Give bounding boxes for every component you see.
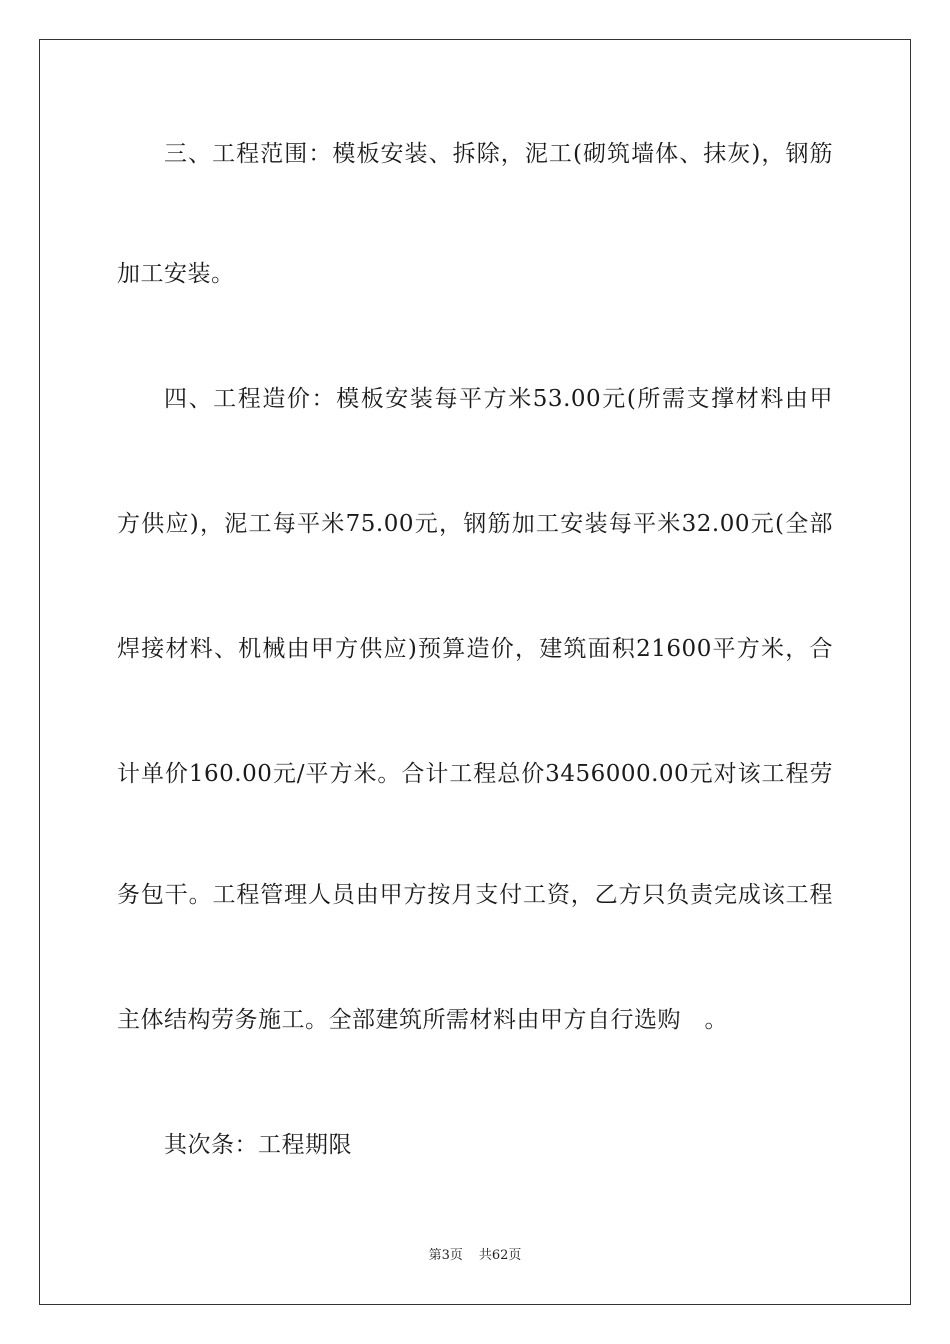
paragraph-line-cost-3: 焊接材料、机械由甲方供应)预算造价，建筑面积21600平方米，合: [117, 636, 833, 662]
page-footer: [0, 1247, 950, 1265]
paragraph-line-scope-2: 加工安装。: [117, 261, 235, 287]
paragraph-line-cost-4: 计单价160.00元/平方米。合计工程总价3456000.00元对该工程劳: [117, 761, 833, 787]
paragraph-line-cost-2: 方供应)，泥工每平米75.00元，钢筋加工安装每平米32.00元(全部: [117, 511, 833, 537]
page-number-total: 共62页: [478, 1248, 522, 1263]
page-number-current: 第3页: [428, 1248, 463, 1263]
section-heading-term: 其次条：工程期限: [164, 1132, 352, 1158]
paragraph-line-scope-1: 三、工程范围：模板安装、拆除，泥工(砌筑墙体、抹灰)，钢筋: [164, 141, 833, 167]
paragraph-line-cost-6: 主体结构劳务施工。全部建筑所需材料由甲方自行选购 。: [117, 1007, 728, 1033]
paragraph-line-cost-5: 务包干。工程管理人员由甲方按月支付工资，乙方只负责完成该工程: [117, 882, 833, 908]
page-border: [39, 39, 911, 1305]
paragraph-line-cost-1: 四、工程造价：模板安装每平方米53.00元(所需支撑材料由甲: [164, 386, 833, 412]
